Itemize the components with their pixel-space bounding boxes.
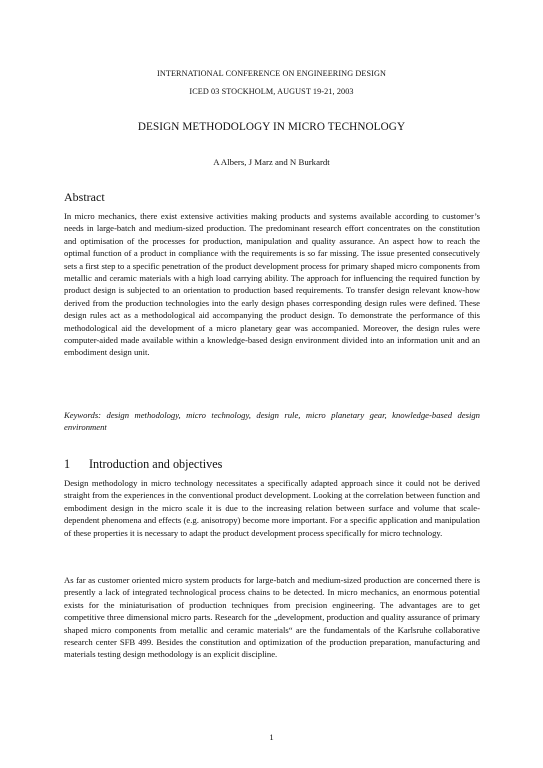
conference-event: ICED 03 STOCKHOLM, AUGUST 19-21, 2003 — [189, 87, 354, 96]
conference-name: INTERNATIONAL CONFERENCE ON ENGINEERING DESIGN — [157, 69, 386, 78]
paper-authors: A Albers, J Marz and N Burkardt — [213, 157, 330, 167]
section-title: Introduction and objectives — [89, 457, 223, 471]
section-number: 1 — [64, 457, 71, 471]
abstract-heading: Abstract — [64, 190, 105, 204]
abstract-text: In micro mechanics, there exist extensive activities making products and systems available according to customer’s needs in large-batch and medium-sized production. The predominant research effort concentrates on the constitution and optimisation of the processes for production, manipulation and quality assurance. An aspect how to reach the optimal function of a product in compliance with the requirements is so far missing. The issue presented consecutively sets a first step to a specific penetration of the product development process for primary shaped micro components from metallic and ceramic materials with a high load carrying ability. The approach for influencing the required function by product design is subjected to an orientation to production based requirements. To transfer design relevant know-how derived from the production technologies into the early design phases corresponding design rules were defined. These design rules act as a methodological aid accompanying the product design. To demonstrate the performance of this methodological aid the development of a micro planetary gear was accompanied. Moreover, the design rules were computer-aided made available within a knowledge-based design environment divided into an information unit and an embodiment design unit. — [64, 211, 480, 358]
section-heading — [64, 457, 222, 472]
section-paragraph-1: Design methodology in micro technology necessitates a specifically adapted approach since it could not be derived straight from the experiences in the conventional product development. Looking at the correlation between function and embodiment design in the micro scale it is due to the increasing relation between surface and volume that scale-dependent phenomena and effects (e.g. anisotropy) become more important. For a specific application and manipulation of these properties it is necessary to adapt the product development process specifically for micro technology. — [64, 478, 480, 538]
keywords: Keywords: design methodology, micro technology, design rule, micro planetary gear, knowledge-based design environment — [64, 410, 480, 433]
section-paragraph-2: As far as customer oriented micro system products for large-batch and medium-sized production are concerned there is presently a lack of integrated technological process chains to be detected. In micro mechanics, an enormous potential exists for the miniaturisation of production techniques from precision engineering. The advantages are to get competitive three dimensional micro parts. Research for the „development, production and quality assurance of primary shaped micro components from metallic and ceramic materials“ are the fundamentals of the Karlsruhe collaborative research center SFB 499. Besides the constitution and optimization of the production preparation, manufacturing and materials testing design methodology is an explicit discipline. — [64, 575, 480, 660]
page-number: 1 — [269, 732, 274, 742]
paper-title: DESIGN METHODOLOGY IN MICRO TECHNOLOGY — [137, 121, 406, 133]
